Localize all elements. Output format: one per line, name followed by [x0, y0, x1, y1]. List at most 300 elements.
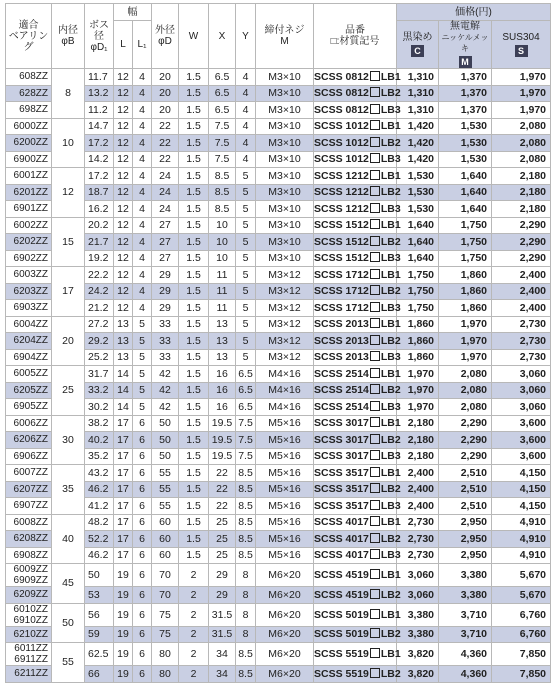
part-suffix: LB1 — [380, 608, 401, 621]
price-black-cell: 1,310 — [397, 85, 439, 102]
part-code: SCSS 4017 — [314, 516, 369, 529]
part-code: SCSS 2514 — [314, 367, 369, 380]
price-sus-cell: 3,600 — [492, 432, 551, 449]
header-price-nickel: 無電解 ニッケルメッキ M — [439, 21, 492, 69]
price-nickel-cell: 1,970 — [439, 349, 492, 366]
bearing-code: 6001ZZ — [13, 170, 48, 182]
part-suffix: LB1 — [380, 70, 401, 83]
spec-table-container — [5, 3, 550, 683]
price-nickel-cell: 2,950 — [439, 514, 492, 531]
y-cell: 8.5 — [236, 547, 256, 564]
bearing-cell — [6, 514, 52, 531]
price-sus-cell: 6,760 — [492, 626, 551, 643]
outer-cell: 24 — [152, 201, 179, 218]
price-black-cell: 2,180 — [397, 432, 439, 449]
material-badge-c: C — [411, 45, 424, 57]
boss-cell: 38.2 — [85, 415, 114, 432]
bearing-code: 6901ZZ — [13, 203, 48, 215]
price-nickel-cell: 1,860 — [439, 267, 492, 284]
part-suffix: LB3 — [380, 202, 401, 215]
material-placeholder-box — [370, 569, 380, 579]
price-nickel-cell: 1,640 — [439, 168, 492, 185]
price-nickel-cell: 1,370 — [439, 69, 492, 86]
y-cell: 8 — [236, 564, 256, 587]
price-black-cell: 1,640 — [397, 217, 439, 234]
bearing-code: 6907ZZ — [13, 500, 48, 512]
boss-cell: 11.7 — [85, 69, 114, 86]
material-placeholder-box — [370, 609, 380, 619]
price-nickel-cell: 1,530 — [439, 135, 492, 152]
price-sus-cell: 2,400 — [492, 283, 551, 300]
w-cell: 1.5 — [179, 118, 209, 135]
w-cell: 1.5 — [179, 448, 209, 465]
boss-cell: 62.5 — [85, 643, 114, 666]
part-number-cell — [314, 448, 401, 465]
price-nickel-cell: 2,510 — [439, 498, 492, 515]
header-bearing: 適合 ベアリング — [6, 4, 52, 69]
price-nickel-cell: 4,360 — [439, 666, 492, 683]
part-suffix: LB3 — [380, 400, 401, 413]
part-suffix: LB2 — [380, 433, 401, 446]
w-cell: 2 — [179, 643, 209, 666]
material-placeholder-box — [370, 589, 380, 599]
y-cell: 8.5 — [236, 498, 256, 515]
bearing-code: 6000ZZ — [13, 120, 48, 132]
part-number-cell — [314, 85, 401, 102]
boss-cell: 29.2 — [85, 333, 114, 350]
x-cell: 22 — [209, 498, 236, 515]
table-row — [6, 564, 551, 587]
l-cell: 12 — [114, 69, 133, 86]
w-cell: 1.5 — [179, 201, 209, 218]
price-nickel-cell: 2,510 — [439, 481, 492, 498]
screw-cell: M3×10 — [256, 69, 314, 86]
material-placeholder-box — [370, 269, 380, 279]
price-nickel-cell: 1,370 — [439, 85, 492, 102]
x-cell: 11 — [209, 283, 236, 300]
bearing-cell — [6, 267, 52, 284]
price-black-cell: 2,730 — [397, 547, 439, 564]
material-placeholder-box — [370, 153, 380, 163]
bearing-cell — [6, 250, 52, 267]
table-row — [6, 151, 551, 168]
l1-cell: 6 — [133, 465, 152, 482]
part-number-cell — [314, 626, 401, 643]
boss-cell: 33.2 — [85, 382, 114, 399]
price-nickel-cell: 2,950 — [439, 547, 492, 564]
y-cell: 5 — [236, 201, 256, 218]
w-cell: 1.5 — [179, 531, 209, 548]
screw-cell: M3×10 — [256, 234, 314, 251]
y-cell: 7.5 — [236, 415, 256, 432]
part-suffix: LB2 — [380, 628, 401, 641]
price-sus-cell: 1,970 — [492, 102, 551, 119]
l-cell: 12 — [114, 184, 133, 201]
w-cell: 1.5 — [179, 234, 209, 251]
l1-cell: 4 — [133, 102, 152, 119]
outer-cell: 24 — [152, 184, 179, 201]
bearing-code: 6206ZZ — [13, 434, 48, 446]
table-row — [6, 135, 551, 152]
price-nickel-cell: 2,290 — [439, 432, 492, 449]
bearing-code: 6006ZZ — [13, 417, 48, 429]
bearing-code: 6003ZZ — [13, 269, 48, 281]
price-nickel-cell: 1,530 — [439, 151, 492, 168]
inner-diameter-cell: 17 — [52, 267, 85, 317]
header-outer-diameter: 外径 φD — [152, 4, 179, 69]
y-cell: 4 — [236, 151, 256, 168]
l1-cell: 4 — [133, 250, 152, 267]
part-number-cell — [314, 234, 401, 251]
part-suffix: LB3 — [380, 549, 401, 562]
material-placeholder-box — [370, 203, 380, 213]
y-cell: 8.5 — [236, 643, 256, 666]
screw-cell: M6×20 — [256, 603, 314, 626]
bearing-cell — [6, 151, 52, 168]
price-sus-cell: 5,670 — [492, 564, 551, 587]
part-code: SCSS 0812 — [314, 70, 369, 83]
table-row — [6, 666, 551, 683]
part-code: SCSS 1512 — [314, 252, 369, 265]
part-suffix: LB2 — [380, 667, 401, 680]
screw-cell: M5×16 — [256, 481, 314, 498]
y-cell: 8.5 — [236, 481, 256, 498]
inner-diameter-cell: 8 — [52, 69, 85, 119]
part-suffix: LB2 — [380, 483, 401, 496]
material-placeholder-box — [370, 516, 380, 526]
boss-cell: 19.2 — [85, 250, 114, 267]
price-sus-cell: 2,400 — [492, 267, 551, 284]
boss-cell: 22.2 — [85, 267, 114, 284]
w-cell: 2 — [179, 564, 209, 587]
price-nickel-cell: 2,080 — [439, 366, 492, 383]
l-cell: 19 — [114, 666, 133, 683]
y-cell: 5 — [236, 267, 256, 284]
outer-cell: 20 — [152, 102, 179, 119]
bearing-cell — [6, 399, 52, 416]
outer-cell: 29 — [152, 283, 179, 300]
price-nickel-cell: 1,640 — [439, 184, 492, 201]
y-cell: 4 — [236, 118, 256, 135]
material-badge-m: M — [459, 56, 472, 68]
outer-cell: 33 — [152, 316, 179, 333]
part-number-cell — [314, 531, 401, 548]
screw-cell: M3×12 — [256, 349, 314, 366]
material-placeholder-box — [370, 533, 380, 543]
part-number-cell — [314, 267, 401, 284]
outer-cell: 42 — [152, 382, 179, 399]
y-cell: 5 — [236, 316, 256, 333]
outer-cell: 27 — [152, 234, 179, 251]
part-number-cell — [314, 399, 401, 416]
bearing-cell — [6, 587, 52, 604]
bearing-cell — [6, 69, 52, 86]
table-row — [6, 531, 551, 548]
l-cell: 12 — [114, 250, 133, 267]
part-suffix: LB2 — [380, 334, 401, 347]
y-cell: 4 — [236, 85, 256, 102]
part-suffix: LB1 — [380, 169, 401, 182]
part-code: SCSS 1712 — [314, 285, 369, 298]
w-cell: 2 — [179, 666, 209, 683]
material-placeholder-box — [370, 120, 380, 130]
material-placeholder-box — [370, 219, 380, 229]
part-code: SCSS 3017 — [314, 433, 369, 446]
part-suffix: LB1 — [380, 516, 401, 529]
price-black-cell: 3,060 — [397, 587, 439, 604]
price-sus-cell: 7,850 — [492, 643, 551, 666]
bearing-code: 6005ZZ — [13, 368, 48, 380]
part-code: SCSS 1512 — [314, 235, 369, 248]
bearing-cell — [6, 547, 52, 564]
material-placeholder-box — [370, 318, 380, 328]
part-code: SCSS 0812 — [314, 87, 369, 100]
w-cell: 1.5 — [179, 267, 209, 284]
l-cell: 12 — [114, 151, 133, 168]
part-number-cell — [314, 666, 401, 683]
w-cell: 1.5 — [179, 547, 209, 564]
l1-cell: 6 — [133, 498, 152, 515]
outer-cell: 80 — [152, 643, 179, 666]
screw-cell: M5×16 — [256, 465, 314, 482]
table-row — [6, 366, 551, 383]
material-placeholder-box — [370, 500, 380, 510]
part-number-cell — [314, 168, 401, 185]
w-cell: 1.5 — [179, 283, 209, 300]
price-sus-cell: 2,080 — [492, 135, 551, 152]
price-nickel-cell: 2,080 — [439, 399, 492, 416]
price-black-cell: 3,820 — [397, 666, 439, 683]
l1-cell: 4 — [133, 234, 152, 251]
part-number-cell — [314, 603, 401, 626]
part-suffix: LB1 — [380, 268, 401, 281]
boss-cell: 41.2 — [85, 498, 114, 515]
part-number-cell — [314, 69, 401, 86]
outer-cell: 75 — [152, 626, 179, 643]
material-placeholder-box — [370, 483, 380, 493]
bearing-code: 6906ZZ — [13, 450, 48, 462]
w-cell: 1.5 — [179, 465, 209, 482]
bearing-code: 628ZZ — [19, 87, 48, 99]
w-cell: 1.5 — [179, 102, 209, 119]
boss-cell: 46.2 — [85, 547, 114, 564]
table-row — [6, 201, 551, 218]
l-cell: 19 — [114, 564, 133, 587]
inner-diameter-cell: 25 — [52, 366, 85, 416]
screw-cell: M6×20 — [256, 643, 314, 666]
part-suffix: LB2 — [380, 136, 401, 149]
price-black-cell: 2,180 — [397, 415, 439, 432]
l1-cell: 5 — [133, 316, 152, 333]
table-row — [6, 498, 551, 515]
table-row — [6, 626, 551, 643]
table-row — [6, 448, 551, 465]
y-cell: 6.5 — [236, 399, 256, 416]
l-cell: 12 — [114, 85, 133, 102]
part-suffix: LB3 — [380, 153, 401, 166]
screw-cell: M3×10 — [256, 85, 314, 102]
price-black-cell: 1,310 — [397, 69, 439, 86]
screw-cell: M3×12 — [256, 267, 314, 284]
part-code: SCSS 0812 — [314, 103, 369, 116]
l-cell: 12 — [114, 217, 133, 234]
part-code: SCSS 3517 — [314, 466, 369, 479]
y-cell: 8.5 — [236, 465, 256, 482]
bearing-code: 6204ZZ — [13, 335, 48, 347]
price-black-cell: 2,400 — [397, 498, 439, 515]
header-l1: L₁ — [133, 21, 152, 69]
x-cell: 19.5 — [209, 448, 236, 465]
outer-cell: 27 — [152, 250, 179, 267]
part-code: SCSS 1212 — [314, 202, 369, 215]
l-cell: 17 — [114, 481, 133, 498]
part-code: SCSS 4017 — [314, 549, 369, 562]
l1-cell: 5 — [133, 366, 152, 383]
boss-cell: 16.2 — [85, 201, 114, 218]
price-sus-cell: 2,080 — [492, 118, 551, 135]
boss-cell: 30.2 — [85, 399, 114, 416]
l1-cell: 4 — [133, 168, 152, 185]
part-suffix: LB2 — [380, 285, 401, 298]
price-sus-cell: 2,290 — [492, 217, 551, 234]
l-cell: 12 — [114, 135, 133, 152]
price-nickel-cell: 1,970 — [439, 333, 492, 350]
inner-diameter-cell: 12 — [52, 168, 85, 218]
w-cell: 1.5 — [179, 300, 209, 317]
outer-cell: 50 — [152, 432, 179, 449]
x-cell: 11 — [209, 267, 236, 284]
screw-cell: M5×16 — [256, 498, 314, 515]
x-cell: 7.5 — [209, 151, 236, 168]
header-y: Y — [236, 4, 256, 69]
part-suffix: LB2 — [380, 588, 401, 601]
material-placeholder-box — [370, 71, 380, 81]
table-row — [6, 118, 551, 135]
l-cell: 12 — [114, 168, 133, 185]
boss-cell: 56 — [85, 603, 114, 626]
x-cell: 6.5 — [209, 69, 236, 86]
table-row — [6, 300, 551, 317]
part-number-cell — [314, 481, 401, 498]
screw-cell: M5×16 — [256, 415, 314, 432]
boss-cell: 48.2 — [85, 514, 114, 531]
w-cell: 1.5 — [179, 217, 209, 234]
price-sus-cell: 4,150 — [492, 465, 551, 482]
outer-cell: 80 — [152, 666, 179, 683]
bearing-cell — [6, 333, 52, 350]
boss-cell: 13.2 — [85, 85, 114, 102]
l-cell: 17 — [114, 432, 133, 449]
l-cell: 14 — [114, 382, 133, 399]
price-black-cell: 2,730 — [397, 531, 439, 548]
part-code: SCSS 1712 — [314, 268, 369, 281]
screw-cell: M3×10 — [256, 102, 314, 119]
material-placeholder-box — [370, 384, 380, 394]
material-placeholder-box — [370, 137, 380, 147]
part-suffix: LB1 — [380, 569, 401, 581]
table-row — [6, 415, 551, 432]
boss-cell: 43.2 — [85, 465, 114, 482]
material-placeholder-box — [370, 668, 380, 678]
price-sus-cell: 4,910 — [492, 531, 551, 548]
part-number-cell — [314, 151, 401, 168]
bearing-code: 6904ZZ — [13, 351, 48, 363]
l1-cell: 6 — [133, 666, 152, 683]
bearing-code: 6900ZZ — [13, 153, 48, 165]
l-cell: 19 — [114, 587, 133, 604]
part-code: SCSS 1012 — [314, 120, 369, 133]
part-number-cell — [314, 547, 401, 564]
bearing-cell — [6, 366, 52, 383]
outer-cell: 29 — [152, 300, 179, 317]
price-nickel-cell: 1,530 — [439, 118, 492, 135]
bearing-code: 6209ZZ — [13, 589, 48, 601]
w-cell: 1.5 — [179, 250, 209, 267]
l1-cell: 4 — [133, 69, 152, 86]
bearing-cell — [6, 85, 52, 102]
table-row — [6, 603, 551, 626]
price-sus-cell: 3,600 — [492, 415, 551, 432]
price-sus-cell: 1,970 — [492, 69, 551, 86]
part-number-cell — [314, 135, 401, 152]
bearing-cell — [6, 349, 52, 366]
x-cell: 34 — [209, 643, 236, 666]
screw-cell: M3×12 — [256, 283, 314, 300]
price-black-cell: 1,640 — [397, 234, 439, 251]
part-number-cell — [314, 349, 401, 366]
table-row — [6, 267, 551, 284]
price-nickel-cell: 3,710 — [439, 626, 492, 643]
part-code: SCSS 4519 — [314, 569, 369, 581]
l1-cell: 6 — [133, 514, 152, 531]
w-cell: 2 — [179, 626, 209, 643]
part-suffix: LB1 — [380, 120, 401, 133]
x-cell: 7.5 — [209, 135, 236, 152]
material-placeholder-box — [370, 104, 380, 114]
price-sus-cell: 4,150 — [492, 481, 551, 498]
y-cell: 8.5 — [236, 666, 256, 683]
part-code: SCSS 1512 — [314, 219, 369, 232]
w-cell: 1.5 — [179, 85, 209, 102]
x-cell: 8.5 — [209, 201, 236, 218]
y-cell: 5 — [236, 184, 256, 201]
screw-cell: M3×12 — [256, 333, 314, 350]
bearing-code: 6908ZZ — [13, 549, 48, 561]
material-placeholder-box — [370, 186, 380, 196]
price-sus-cell: 1,970 — [492, 85, 551, 102]
part-suffix: LB3 — [380, 301, 401, 314]
boss-cell: 20.2 — [85, 217, 114, 234]
l-cell: 17 — [114, 465, 133, 482]
price-black-cell: 1,750 — [397, 300, 439, 317]
price-sus-cell: 6,760 — [492, 603, 551, 626]
boss-cell: 14.2 — [85, 151, 114, 168]
price-nickel-cell: 3,710 — [439, 603, 492, 626]
y-cell: 8 — [236, 626, 256, 643]
price-nickel-cell: 1,860 — [439, 300, 492, 317]
part-suffix: LB2 — [380, 532, 401, 545]
l-cell: 14 — [114, 399, 133, 416]
price-sus-cell: 2,080 — [492, 151, 551, 168]
table-row — [6, 399, 551, 416]
price-nickel-cell: 1,750 — [439, 250, 492, 267]
l-cell: 17 — [114, 547, 133, 564]
w-cell: 1.5 — [179, 349, 209, 366]
l1-cell: 4 — [133, 201, 152, 218]
table-row — [6, 432, 551, 449]
bearing-code: 6208ZZ — [13, 533, 48, 545]
header-boss-diameter: ボス 径 φD₁ — [85, 4, 114, 69]
